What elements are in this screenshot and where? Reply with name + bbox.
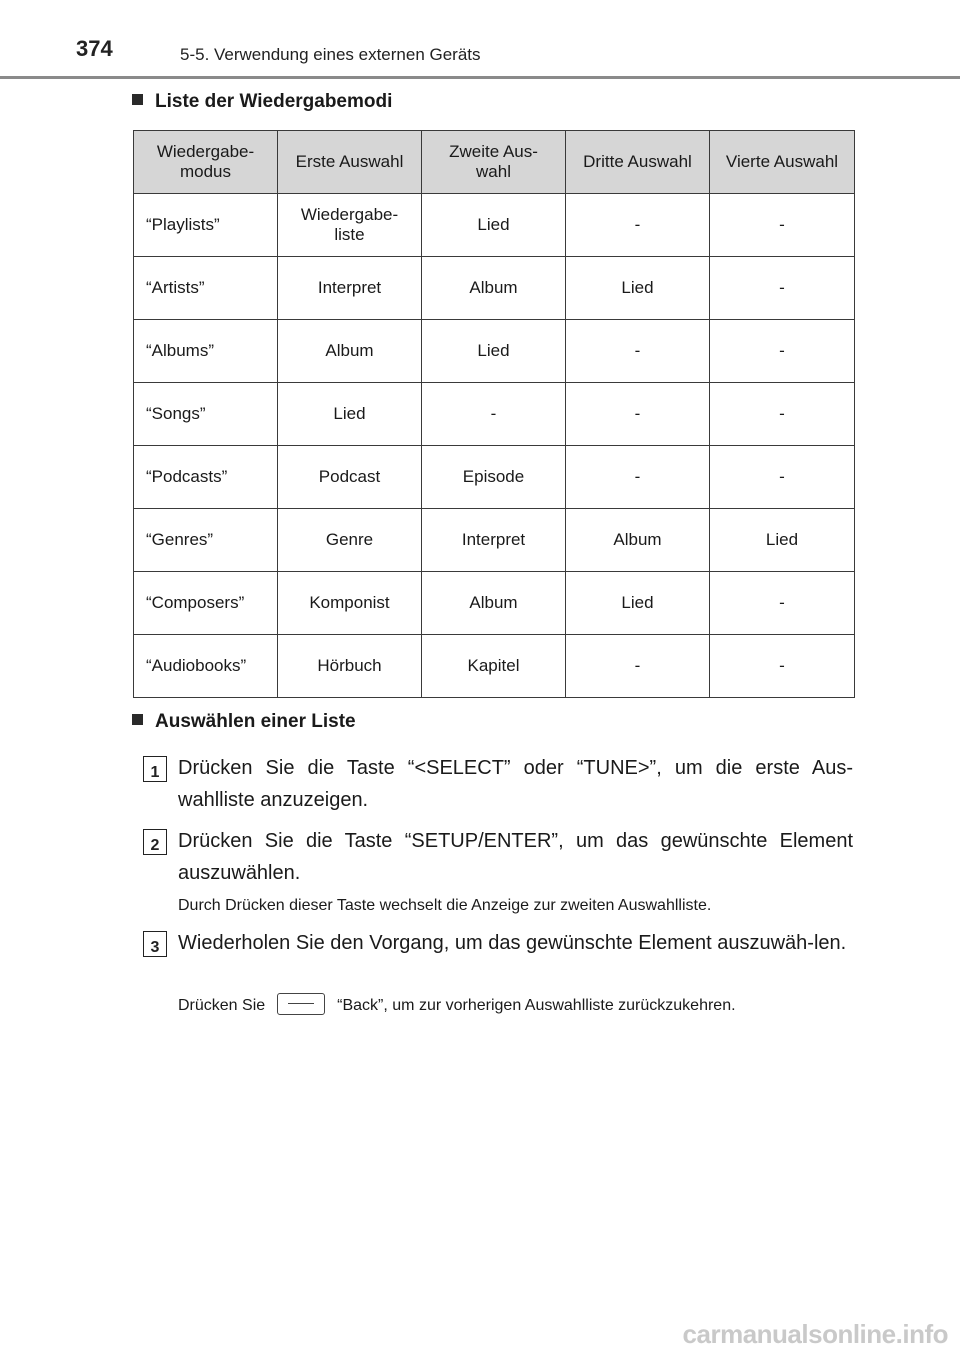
selection-cell: - xyxy=(566,635,710,698)
selection-cell: - xyxy=(710,320,855,383)
section-title-modes xyxy=(132,91,392,113)
selection-cell: Episode xyxy=(422,446,566,509)
step-number-badge: 3 xyxy=(143,931,167,957)
column-header: Vierte Auswahl xyxy=(710,131,855,194)
selection-cell: Komponist xyxy=(278,572,422,635)
header-divider xyxy=(0,76,960,79)
selection-cell: Interpret xyxy=(422,509,566,572)
table-row xyxy=(134,446,855,509)
selection-cell: Album xyxy=(422,572,566,635)
mode-cell: “Songs” xyxy=(134,383,278,446)
selection-cell: - xyxy=(710,257,855,320)
table-row xyxy=(134,194,855,257)
table-row xyxy=(134,635,855,698)
selection-cell: Genre xyxy=(278,509,422,572)
mode-cell: “Podcasts” xyxy=(134,446,278,509)
selection-cell: - xyxy=(566,194,710,257)
step-3-note xyxy=(178,993,736,1015)
mode-cell: “Artists” xyxy=(134,257,278,320)
selection-cell: - xyxy=(710,446,855,509)
selection-cell: Album xyxy=(278,320,422,383)
page-header xyxy=(0,0,960,80)
chapter-title: 5-5. Verwendung eines externen Geräts xyxy=(180,45,481,64)
selection-cell: Lied xyxy=(422,194,566,257)
selection-cell: Podcast xyxy=(278,446,422,509)
step-1 xyxy=(143,752,853,816)
selection-cell: - xyxy=(566,320,710,383)
playback-modes-table xyxy=(133,130,855,698)
selection-cell: Album xyxy=(422,257,566,320)
selection-cell: Hörbuch xyxy=(278,635,422,698)
table-row xyxy=(134,572,855,635)
page-number: 374 xyxy=(76,36,113,61)
selection-cell: - xyxy=(710,194,855,257)
selection-cell: Wiedergabe- liste xyxy=(278,194,422,257)
section-title-text: Auswählen einer Liste xyxy=(155,711,356,732)
mode-cell: “Genres” xyxy=(134,509,278,572)
step-3 xyxy=(143,927,853,991)
table-row xyxy=(134,383,855,446)
table-row xyxy=(134,320,855,383)
step-text: Drücken Sie die Taste “SETUP/ENTER”, um das gewünschte Element auszuwählen. xyxy=(178,830,853,884)
selection-cell: - xyxy=(422,383,566,446)
step-2-note: Durch Drücken dieser Taste wechselt die Anzeige zur zweiten Auswahlliste. xyxy=(178,897,712,914)
mode-cell: “Albums” xyxy=(134,320,278,383)
mode-cell: “Composers” xyxy=(134,572,278,635)
selection-cell: - xyxy=(566,446,710,509)
selection-cell: Lied xyxy=(566,572,710,635)
selection-cell: Album xyxy=(566,509,710,572)
table-row xyxy=(134,509,855,572)
note-text-end: “Back”, um zur vorherigen Auswahlliste zurückzukehren. xyxy=(337,997,736,1014)
mode-cell: “Playlists” xyxy=(134,194,278,257)
table-row xyxy=(134,257,855,320)
selection-cell: Interpret xyxy=(278,257,422,320)
mode-cell: “Audiobooks” xyxy=(134,635,278,698)
square-bullet-icon xyxy=(132,94,143,105)
selection-cell: Lied xyxy=(278,383,422,446)
column-header: Erste Auswahl xyxy=(278,131,422,194)
step-number-badge: 1 xyxy=(143,756,167,782)
step-2 xyxy=(143,825,853,889)
column-header: Dritte Auswahl xyxy=(566,131,710,194)
step-text: Wiederholen Sie den Vorgang, um das gewünschte Element auszuwäh-len. xyxy=(178,932,847,954)
step-text: Drücken Sie die Taste “<SELECT” oder “TUNE>”, um die erste Aus-wahlliste anzuzeigen. xyxy=(178,757,853,811)
section-title-select-list xyxy=(132,711,356,733)
selection-cell: Lied xyxy=(566,257,710,320)
watermark: carmanualsonline.info xyxy=(682,1319,948,1349)
column-header: Wiedergabe- modus xyxy=(134,131,278,194)
back-button-icon xyxy=(277,993,325,1015)
selection-cell: - xyxy=(710,635,855,698)
selection-cell: Lied xyxy=(422,320,566,383)
selection-cell: - xyxy=(710,572,855,635)
column-header: Zweite Aus- wahl xyxy=(422,131,566,194)
selection-cell: Lied xyxy=(710,509,855,572)
section-title-text: Liste der Wiedergabemodi xyxy=(155,91,393,112)
selection-cell: - xyxy=(710,383,855,446)
table-header-row xyxy=(134,131,855,194)
step-number-badge: 2 xyxy=(143,829,167,855)
selection-cell: Kapitel xyxy=(422,635,566,698)
square-bullet-icon xyxy=(132,714,143,725)
note-text-start: Drücken Sie xyxy=(178,997,266,1014)
selection-cell: - xyxy=(566,383,710,446)
